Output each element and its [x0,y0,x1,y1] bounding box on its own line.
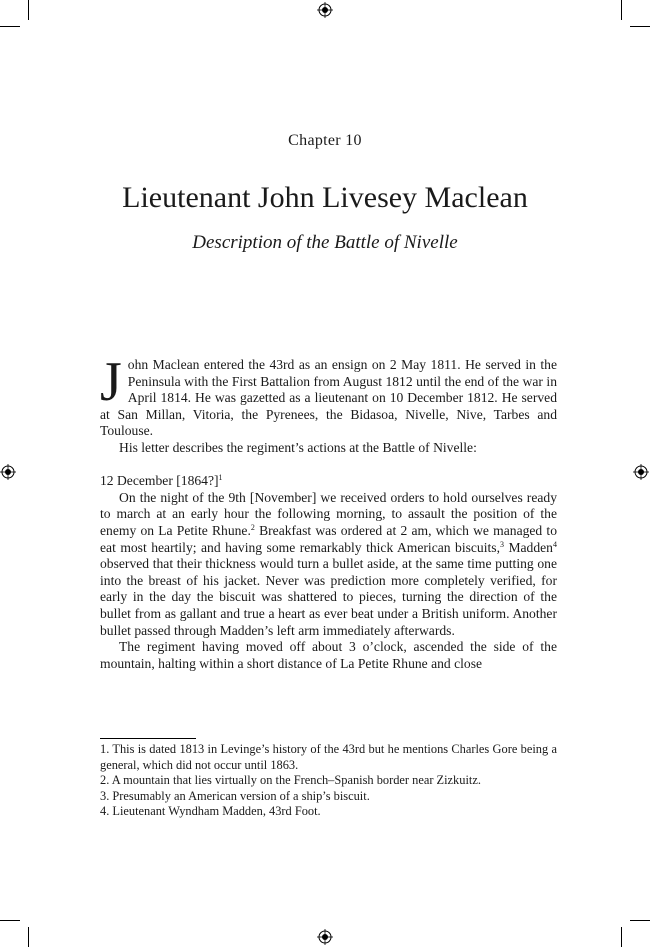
dateline-text: 12 December [1864?] [100,473,219,489]
crop-mark-bottom-right-v [621,927,622,947]
para1-text-c: Madden [503,539,553,555]
crop-mark-top-left-v [28,0,29,20]
para1-text-a: On the night of the 9th [November] we received orders to hold ourselves ready to march at an early hour the following morning, to assault the position of the enemy on La Petite Rhune. [100,489,557,538]
footnote-rule [100,738,196,739]
crop-mark-top-left-h [0,26,20,27]
footnote-ref-4: 4 [552,539,557,549]
letter-paragraph-2: The regiment having moved off about 3 o’clock, ascended the side of the mountain, halting within a short distance of La Petite Rhune and close [100,639,557,671]
para1-text-b: Breakfast was ordered at 2 am, which we managed to eat most heartily; and having some remarkably thick American biscuits, [100,522,558,555]
registration-mark-left-icon [0,464,16,480]
crop-mark-bottom-left-h [0,920,20,921]
letter-paragraph-1 [100,490,557,639]
chapter-label: Chapter 10 [288,132,362,149]
registration-mark-top-icon [317,2,333,18]
body-text [100,351,558,672]
chapter-title: Lieutenant John Livesey Maclean [122,181,528,214]
footnotes [100,742,557,820]
footnote-4: 4. Lieutenant Wyndham Madden, 43rd Foot. [100,804,321,819]
crop-mark-bottom-left-v [28,927,29,947]
spacer [100,457,557,474]
registration-mark-right-icon [633,464,649,480]
crop-mark-top-right-h [630,26,650,27]
intro-second-paragraph: His letter describes the regiment’s actions at the Battle of Nivelle: [119,439,477,455]
intro-text: ohn Maclean entered the 43rd as an ensign on 2 May 1811. He served in the Peninsula with the First Battalion from August 1812 until the end of the war in April 1814. He was gazetted as a lieutenant on 10 December 1812. He served at San Millan, Vitoria, the Pyrenees, the Bidasoa, Nivelle, Nive, Tarbes and Toulouse. [100,357,557,439]
crop-mark-top-right-v [621,0,622,20]
drop-cap: J [100,351,122,413]
footnote-3: 3. Presumably an American version of a ship’s biscuit. [100,788,370,803]
footnote-ref-2: 2 [250,522,255,532]
intro-paragraph [100,351,557,440]
para1-text-d: observed that their thickness would turn a bullet aside, at the same time putting one into the breast of his jacket. Never was prediction more completely verified, for early in the day the biscuit was shattered to pieces, turning the direction of the bullet from as gallant and true a heart as ever beat under a British uniform. Another bullet passed through Madden’s left arm immediately afterwards. [100,556,557,638]
footnote-ref-3: 3 [499,539,504,549]
footnote-2: 2. A mountain that lies virtually on the French–Spanish border near Zizkuitz. [100,773,481,788]
registration-mark-bottom-icon [317,929,333,945]
footnote-1: 1. This is dated 1813 in Levinge’s history of the 43rd but he mentions Charles Gore being a general, which did not occur until 1863. [100,742,557,772]
letter-dateline [100,473,557,490]
crop-mark-bottom-right-h [630,920,650,921]
chapter-subtitle: Description of the Battle of Nivelle [192,232,458,253]
footnote-ref-1: 1 [218,473,223,483]
